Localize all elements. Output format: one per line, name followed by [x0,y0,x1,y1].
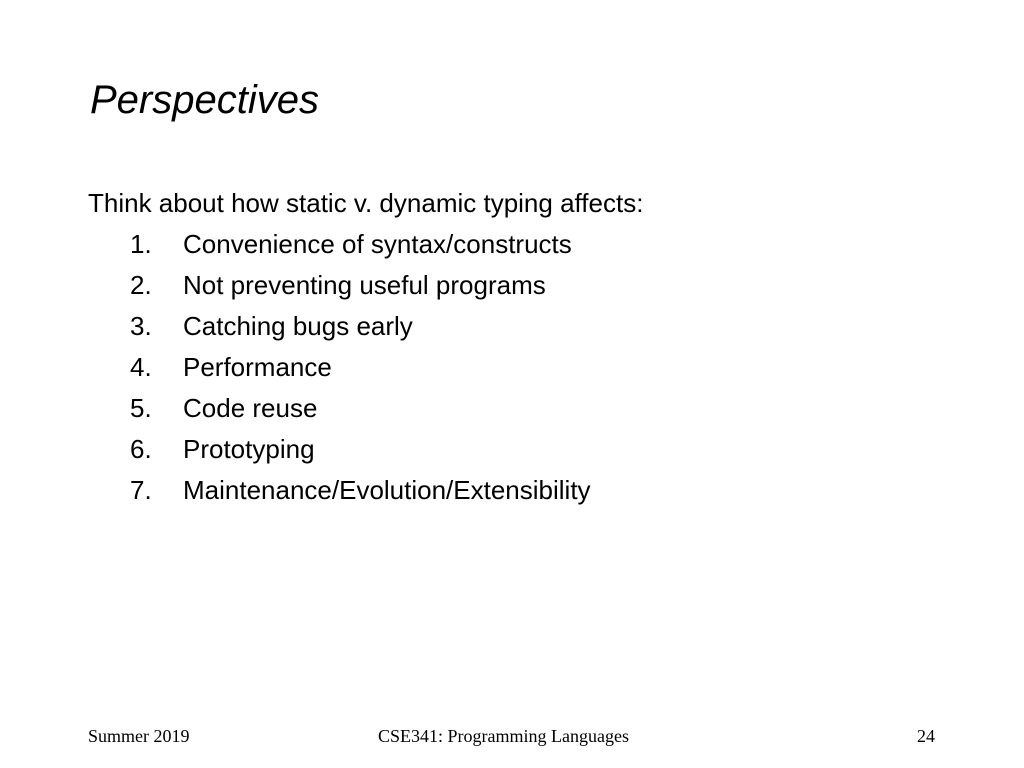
list-item-number: 6. [130,434,152,464]
list-item-number: 5. [130,393,152,423]
footer-course: CSE341: Programming Languages [378,726,629,746]
list-item-text: Convenience of syntax/constructs [183,229,572,259]
intro-text: Think about how static v. dynamic typing affects: [88,188,644,218]
list-item-number: 2. [130,270,152,300]
list-item-text: Performance [183,352,332,382]
list-item-number: 3. [130,311,152,341]
list-item-text: Prototyping [183,434,315,464]
list-item-number: 1. [130,229,152,259]
list-item-text: Not preventing useful programs [183,270,546,300]
list-item-number: 7. [130,475,152,505]
footer-term: Summer 2019 [88,726,190,746]
footer-page-number: 24 [917,726,935,746]
list-item-text: Catching bugs early [183,311,413,341]
list-item-number: 4. [130,352,152,382]
list-item-text: Code reuse [183,393,318,423]
list-item-text: Maintenance/Evolution/Extensibility [183,475,591,505]
slide-title: Perspectives [90,78,319,122]
